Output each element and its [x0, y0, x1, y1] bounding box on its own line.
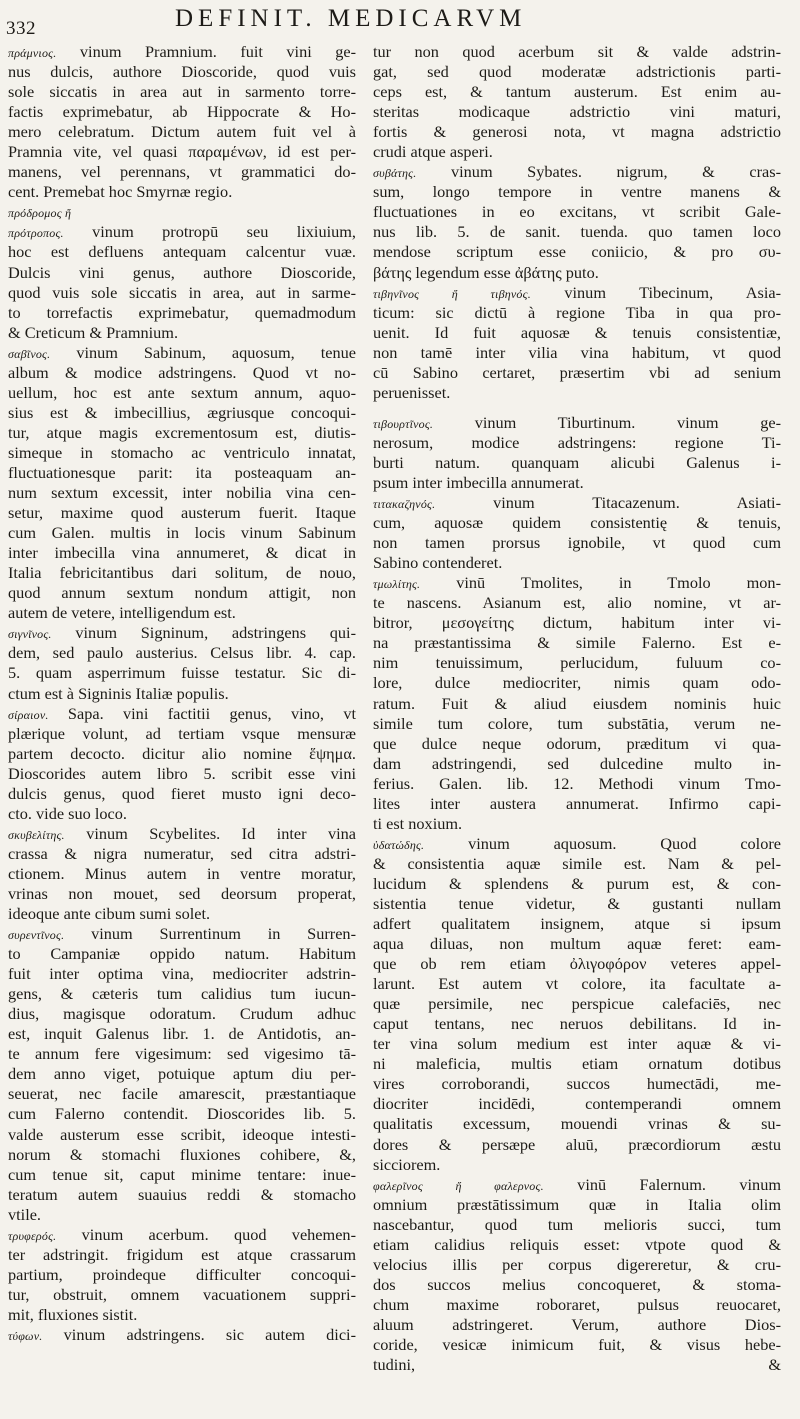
text-line: coride, vesicæ inimicum fuit, & visus hebe- — [373, 1335, 781, 1354]
text-line: Dioscorides autem libro 5. scribit esse vini — [8, 763, 356, 783]
entry-text: vinum Pramnium. fuit vini ge- — [56, 42, 356, 61]
text-line: est, inquit Galenus libr. 1. de Antidotis, an- — [8, 1024, 356, 1044]
text-line: simeque in stomacho ac ventriculo innatat, — [8, 442, 356, 462]
text-line: hoc est defluens antequam calcentur vuæ. — [8, 242, 356, 262]
text-line: sius est & imbecillius, ægriusque concoqui- — [8, 402, 356, 422]
text-line: fluctuationesque parit: ita posteaquam an- — [8, 462, 356, 482]
text-line: album & modice adstringens. Quod vt no- — [8, 362, 356, 382]
text-line: mit, fluxiones sistit. — [8, 1304, 138, 1324]
text-line — [373, 162, 781, 182]
text-line: steritas modicaque adstrictio vini maturi, — [373, 102, 781, 122]
page-number: 332 — [6, 18, 36, 39]
text-line — [373, 834, 781, 854]
entry-text: vinū Falernum. vinum — [543, 1174, 781, 1194]
text-line: fluctuationes in eo excitans, vt scribit Gale- — [373, 202, 781, 222]
text-line: tur, obstruit, omnem vacuationem suppri- — [8, 1284, 356, 1304]
text-line — [373, 493, 781, 513]
text-line: fortis & generosi nota, vt magna adstrictio — [373, 122, 781, 142]
text-line: Italia febricitantibus dari solitum, de nouo, — [8, 563, 356, 583]
text-line: uellum, hoc est ante sextum annum, aquo- — [8, 382, 356, 402]
text-line: dem, sed paulo austerius. Celsus libr. 4. cap. — [8, 643, 356, 663]
text-line: qualitatis excessum, mouendi vrinas & su- — [373, 1114, 781, 1134]
text-line: partium, proindeque difficulter concoqui- — [8, 1264, 356, 1284]
text-line: gat, sed quod moderatæ adstrictionis parti- — [373, 62, 781, 82]
text-line: quæ persimile, nec perspicue calefaciēs, nec — [373, 994, 781, 1014]
text-line: valde austerum esse scribit, ideoque intesti- — [8, 1124, 356, 1144]
greek-lemma: συρεντῖνος. — [8, 928, 65, 943]
entry-text: vinum Titacazenum. Asiati- — [435, 493, 781, 513]
entry-text: vinum acerbum. quod vehemen- — [56, 1224, 356, 1244]
text-line: dulcis genus, quod fieret musto igni deco- — [8, 783, 356, 803]
greek-lemma: σιγνῖνος. — [8, 627, 52, 642]
text-line: uenit. Id fuit aquosæ & tenuis consistentiæ, — [373, 322, 781, 342]
greek-lemma: τιβηνῖνος ἤ τιβηνός. — [373, 286, 531, 301]
text-line: caput tentans, nec neruos debilitans. Id in- — [373, 1014, 781, 1034]
text-line: plærique volunt, ad tertiam vsque mensuræ — [8, 723, 356, 743]
greek-lemma: φαλερῖνος ἤ φαλερνος. — [373, 1178, 544, 1193]
text-line: burti natum. quanquam alicubi Galenus i- — [373, 452, 781, 472]
text-line: inter imbecilla vina annumeret, & dicat in — [8, 543, 356, 563]
text-line: velocius illis per corpus digereretur, & cru- — [373, 1254, 781, 1274]
text-line — [8, 222, 356, 242]
text-line: Sabino contenderet. — [373, 553, 503, 573]
text-line: simile tum colore, tum substātia, verum ne- — [373, 713, 781, 733]
text-line: ratum. Fuit & aliud eiusdem nominis huic — [373, 693, 781, 713]
text-line: etiam calidius reliquis esset: vtpote quod & — [373, 1234, 781, 1254]
text-line: fuit inter optima vina, mediocriter adstrin- — [8, 964, 356, 984]
right-column — [373, 42, 781, 1375]
text-line: vires corroborandi, succos humectādi, me- — [373, 1074, 781, 1094]
entry-text: vinum Sabinum, aquosum, tenue — [50, 342, 356, 362]
running-title: DEFINIT. MEDICARVM — [175, 5, 527, 32]
text-line: nus lib. 5. de sanit. tuenda. quo tamen loco — [373, 222, 781, 242]
text-line: nerosum, modice adstringens: regione Ti- — [373, 432, 781, 452]
text-line: ticum: sic dictū à regione Tiba in qua pro- — [373, 302, 781, 322]
text-line: autem de vetere, intelligendum est. — [8, 603, 236, 623]
text-line: sistentia tenue videtur, & gustanti nullam — [373, 893, 781, 913]
entry-text: vinum Signinum, adstringens qui- — [51, 623, 356, 643]
text-line: cto. vide suo loco. — [8, 803, 127, 823]
text-line — [8, 924, 356, 944]
text-line: bitror, μεσογείτης dictum, habitum inter vi- — [373, 613, 781, 633]
greek-lemma: τιτακαζηνός. — [373, 497, 436, 512]
text-line: manens, vel perennans, vt grammatici do- — [8, 162, 356, 182]
text-line: que ob rem etiam ὀλιγοφόρον veteres appel- — [373, 954, 781, 974]
greek-lemma: σαβῖνος. — [8, 346, 51, 361]
text-line: crassa & nigra numeratur, sed citra adstri- — [8, 843, 356, 863]
text-line: dem anno viget, potuique aptum diu per- — [8, 1064, 356, 1084]
text-line: 5. quam asperrimum fuisse testatur. Sic di- — [8, 663, 356, 683]
text-line: mendose scriptum esse coniicio, & pro συ- — [373, 242, 781, 262]
text-line: vtile. — [8, 1204, 42, 1224]
text-line: cent. Premebat hoc Smyrnæ regio. — [8, 182, 233, 202]
text-line: non tamen prorsus ignobile, vt quod cum — [373, 533, 781, 553]
text-line: nascebantur, quod tum melioris succi, tum — [373, 1214, 781, 1234]
text-line: na præstantissima & simile Falerno. Est e- — [373, 633, 781, 653]
entry-text: vinū Tmolites, in Tmolo mon- — [420, 573, 781, 593]
text-line — [8, 202, 356, 222]
text-line — [373, 573, 781, 593]
text-line: & Creticum & Pramnium. — [8, 322, 179, 342]
text-line: quod vuis sole siccatis in area, aut in sarme- — [8, 282, 356, 302]
text-line — [8, 42, 356, 62]
text-line: seuerat, nec facile amarescit, præstantiaque — [8, 1084, 356, 1104]
text-line: ctionem. Minus autem in ventre moratur, — [8, 863, 356, 883]
text-line: ni maleficia, multis etiam ornatum dotibus — [373, 1054, 781, 1074]
text-line: to torrefactis exprimebatur, quemadmodum — [8, 302, 356, 322]
text-line: ferius. Galen. lib. 12. Methodi vinum Tmo- — [373, 773, 781, 793]
text-line: te annum fere vigesimum: sed vigesimo tā- — [8, 1044, 356, 1064]
text-line: crudi atque asperi. — [373, 142, 493, 162]
text-line: lucidum & splendens & purum est, & con- — [373, 873, 781, 893]
entry-text: vinum Tiburtinum. vinum ge- — [433, 412, 781, 432]
text-line: ter adstringit. frigidum est atque crassarum — [8, 1244, 356, 1264]
text-line: gens, & cæteris tum calidius tum iucun- — [8, 984, 356, 1004]
entry-text: vinum aquosum. Quod colore — [424, 833, 781, 853]
entry-text: vinum Scybelites. Id inter vina — [64, 823, 356, 843]
entry-text: vinum Surrentinum in Surren- — [64, 924, 356, 944]
text-line — [373, 413, 781, 433]
text-line — [373, 283, 781, 303]
text-line: lore, dulce mediocriter, nimis quam odo- — [373, 673, 781, 693]
text-line: ctum est à Signinis Italiæ populis. — [8, 683, 229, 703]
text-line: ter vina solum medium est inter aquæ & vi- — [373, 1034, 781, 1054]
text-line: Pramnia vite, vel quasi παραμένων, id est per- — [8, 142, 356, 162]
text-line: & consistentia aquæ simile est. Nam & pel- — [373, 853, 781, 873]
text-line — [8, 1325, 356, 1345]
text-line: tur, atque magis excrementosum est, diutis- — [8, 422, 356, 442]
entry-text: Sapa. vini factitii genus, vino, vt — [48, 703, 356, 723]
text-line: psum inter imbecilla annumerat. — [373, 472, 584, 492]
text-line: cū Sabino certaret, præsertim vbi ad senium — [373, 362, 781, 382]
text-line: dos succos melius concoqueret, & stoma- — [373, 1274, 781, 1294]
text-line: aqua diluas, non multum aquæ feret: eam- — [373, 934, 781, 954]
text-line: tur non quod acerbum sit & valde adstrin- — [373, 42, 781, 61]
entry-text: vinum protropū seu lixiuium, — [63, 222, 356, 242]
greek-lemma: τρυφερός. — [8, 1228, 57, 1243]
entry-text: vinum Tibecinum, Asia- — [530, 282, 781, 302]
text-line: nus dulcis, authore Dioscoride, quod vuis — [8, 62, 356, 82]
greek-lemma: πρόδρομος ἤ — [8, 206, 72, 221]
text-line — [373, 403, 781, 413]
greek-lemma: τύφων. — [8, 1329, 43, 1343]
greek-lemma: τμωλίτης. — [373, 577, 421, 592]
text-line — [8, 824, 356, 844]
text-line: cum tenue sit, caput minime tentare: inue- — [8, 1164, 356, 1184]
text-line: tudini, & — [373, 1355, 781, 1375]
text-line: peruenisset. — [373, 382, 451, 402]
text-line: dius, magisque odoratum. Crudum adhuc — [8, 1004, 356, 1024]
text-line: num sextum excessit, inter nobilia vina cen- — [8, 483, 356, 503]
text-line: sole siccatis in area aut in sarmento torre- — [8, 82, 356, 102]
text-line: vrinas non mouet, sed deorsum properat, — [8, 883, 356, 903]
text-line: ceps est, & tantum austerum. Est enim au- — [373, 82, 781, 102]
text-line: partem decocto. dicitur alio nomine ἕψημα. — [8, 743, 356, 763]
text-line: nim tenuissimum, perlucidum, fuluum co- — [373, 653, 781, 673]
text-line: diocriter incidēdi, contemperandi omnem — [373, 1094, 781, 1114]
entry-text: vinum Sybates. nigrum, & cras- — [416, 162, 781, 182]
text-line: que dulce neque odorum, præditum vi qua- — [373, 733, 781, 753]
text-line: norum & stomachi fluxiones cohibere, &, — [8, 1144, 356, 1164]
text-line: chum maxime roboraret, pulsus reuocaret, — [373, 1294, 781, 1314]
text-line: ti est noxium. — [373, 813, 463, 833]
text-line: lites inter austera annumerat. Infirmo capi- — [373, 793, 781, 813]
text-line: βάτης legendum esse ἀβάτης puto. — [373, 262, 599, 282]
greek-lemma: πράμνιος. — [8, 46, 57, 60]
text-line: mero celebratum. Dictum autem fuit vel à — [8, 122, 356, 142]
text-line: te nascens. Asianum est, alio nomine, vt ar- — [373, 593, 781, 613]
text-line: to Campaniæ oppido natum. Habitum — [8, 944, 356, 964]
text-line: non tamē inter vilia vina habitum, vt quod — [373, 342, 781, 362]
text-line: dam adstringendi, sed dulcedine multo in- — [373, 753, 781, 773]
text-line: quod annum sextum nondum attigit, non — [8, 583, 356, 603]
text-line: ideoque ante cibum sumi solet. — [8, 904, 211, 924]
text-line — [8, 1225, 356, 1245]
text-line: cum Falerno contendit. Dioscorides lib. 5. — [8, 1104, 356, 1124]
text-line: larunt. Est autem vt colore, ita facultate a- — [373, 974, 781, 994]
greek-lemma: σκυβελίτης. — [8, 827, 65, 842]
text-line: factis exprimebatur, ab Hippocrate & Ho- — [8, 102, 356, 122]
text-line — [373, 1175, 781, 1195]
text-line: sum, longo tempore in ventre manens & — [373, 182, 781, 202]
text-line: cum, aquosæ quidem consistentię & tenuis, — [373, 513, 781, 533]
left-column — [8, 42, 356, 1345]
text-line — [8, 623, 356, 643]
greek-lemma: σίραιον. — [8, 707, 49, 722]
text-line: sicciorem. — [373, 1154, 441, 1174]
text-line: adfert qualitatem insignem, atque si ipsum — [373, 914, 781, 934]
text-line — [8, 343, 356, 363]
text-line: teratum autem suauius reddi & stomacho — [8, 1184, 356, 1204]
text-line: Dulcis vini genus, authore Dioscoride, — [8, 262, 356, 282]
text-line: aluum adstringeret. Verum, authore Dios- — [373, 1314, 781, 1334]
greek-lemma: πρότροπος. — [8, 226, 64, 241]
text-line: cum Galen. multis in locis vinum Sabinum — [8, 523, 356, 543]
running-head — [0, 2, 800, 38]
text-line: omnium præstātissimum quæ in Italia olim — [373, 1194, 781, 1214]
text-line — [8, 704, 356, 724]
greek-lemma: συβάτης. — [373, 166, 417, 181]
text-line: dores & persæpe aluū, præcordiorum æstu — [373, 1134, 781, 1154]
greek-lemma: τιβουρτῖνος. — [373, 416, 434, 431]
greek-lemma: ὑδατώδης. — [373, 837, 425, 852]
text-line: setur, maxime quod austerum fuerit. Itaque — [8, 503, 356, 523]
entry-text: vinum adstringens. sic autem dici- — [42, 1325, 356, 1344]
